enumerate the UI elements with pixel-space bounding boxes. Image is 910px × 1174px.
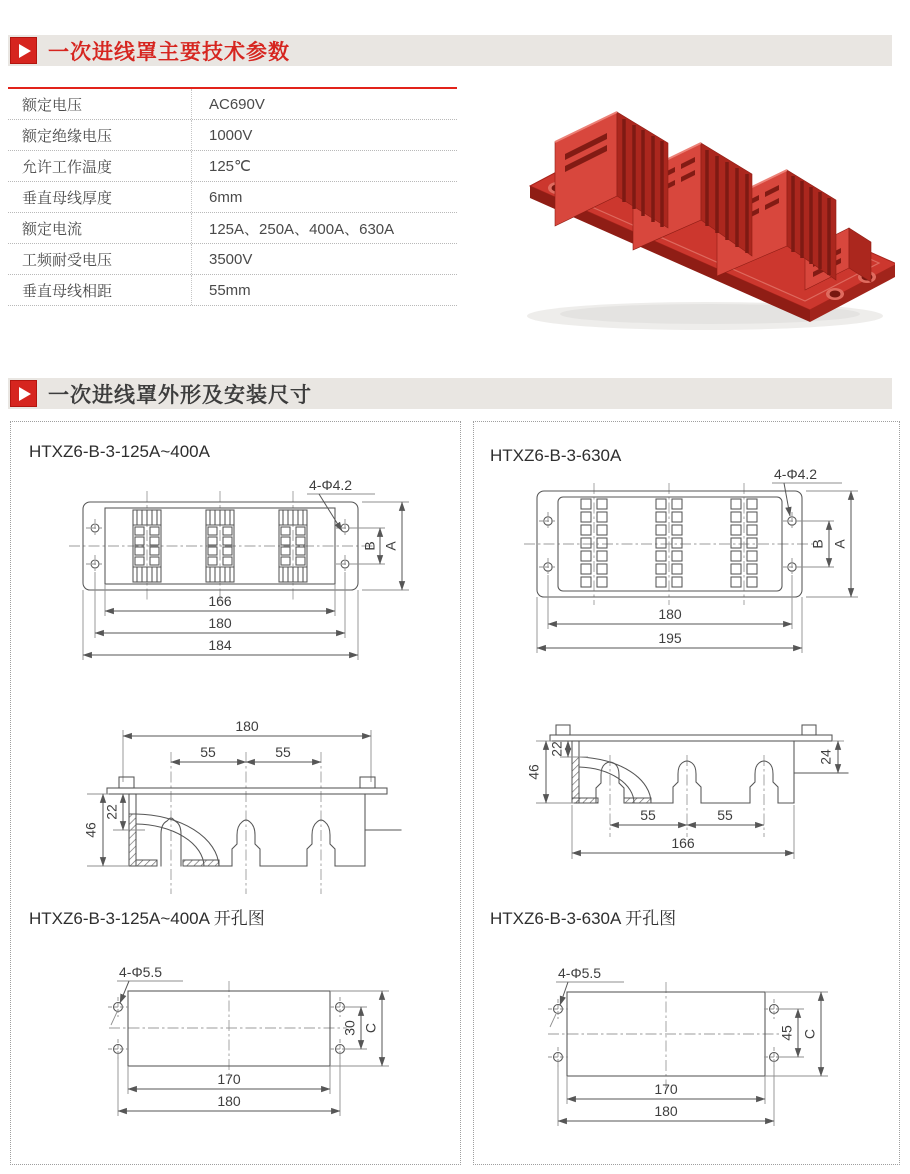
- spec-label: 额定绝缘电压: [22, 127, 113, 145]
- dim-166: 166: [671, 835, 695, 851]
- dim-46: 46: [525, 764, 542, 780]
- product-photo: [505, 78, 895, 338]
- dim-b: B: [361, 541, 378, 551]
- dim-195: 195: [658, 630, 682, 646]
- spec-label: 垂直母线相距: [22, 282, 113, 300]
- spec-label: 额定电流: [22, 220, 83, 238]
- dim-180: 180: [217, 1093, 241, 1109]
- spec-label: 允许工作温度: [22, 158, 113, 176]
- dim-a: A: [382, 541, 399, 551]
- hole-note: 4-Φ5.5: [558, 965, 602, 981]
- hole-note: 4-Φ5.5: [119, 964, 163, 980]
- dim-22: 22: [548, 741, 565, 757]
- dim-c: C: [801, 1028, 818, 1040]
- dim-180: 180: [235, 718, 259, 734]
- spec-value: 6mm: [191, 182, 457, 212]
- section-title: 一次进线罩主要技术参数: [48, 40, 290, 64]
- drawing-top-view-125a: [23, 477, 443, 692]
- dim-170: 170: [654, 1081, 678, 1097]
- dim-180: 180: [208, 615, 232, 631]
- dim-55: 55: [717, 807, 733, 823]
- section-marker-icon: [10, 37, 37, 64]
- section-marker-icon: [10, 380, 37, 407]
- dim-184: 184: [208, 637, 232, 653]
- drawing-cutout-125a: [23, 891, 443, 1136]
- play-triangle-icon: [19, 44, 31, 58]
- model-label: HTXZ6-B-3-125A~400A: [29, 442, 210, 461]
- drawing-side-view-630a: [482, 691, 900, 881]
- spec-label: 垂直母线厚度: [22, 189, 113, 207]
- table-row: [8, 244, 457, 275]
- table-row: [8, 151, 457, 182]
- dim-a: A: [831, 539, 848, 549]
- dim-180: 180: [654, 1103, 678, 1119]
- spec-value: 1000V: [191, 120, 457, 150]
- section-header-tech-params: [8, 35, 892, 66]
- dim-180: 180: [658, 606, 682, 622]
- panel-630a: [473, 421, 900, 1165]
- dim-22: 22: [103, 804, 120, 820]
- table-row: [8, 213, 457, 244]
- play-triangle-icon: [19, 387, 31, 401]
- section-title: 一次进线罩外形及安装尺寸: [48, 383, 312, 407]
- hole-note: 4-Φ4.2: [309, 477, 353, 493]
- drawing-cutout-630a: [482, 894, 900, 1139]
- dim-166: 166: [208, 593, 232, 609]
- dim-55: 55: [275, 744, 291, 760]
- drawing-top-view-630a: [482, 463, 900, 688]
- dim-170: 170: [217, 1071, 241, 1087]
- spec-label: 工频耐受电压: [22, 251, 113, 269]
- dim-55: 55: [640, 807, 656, 823]
- spec-value: 125A、250A、400A、630A: [191, 213, 457, 243]
- spec-value: 55mm: [191, 275, 457, 305]
- dim-c: C: [362, 1022, 379, 1034]
- cutout-title: HTXZ6-B-3-630A 开孔图: [490, 909, 677, 928]
- dim-55: 55: [200, 744, 216, 760]
- spec-value: AC690V: [191, 89, 457, 119]
- table-row: [8, 120, 457, 151]
- table-row: [8, 182, 457, 213]
- section-header-dimensions: [8, 378, 892, 409]
- table-row: [8, 275, 457, 306]
- drawing-side-view-125a: [23, 718, 443, 908]
- dim-30: 30: [341, 1020, 358, 1036]
- hole-note: 4-Φ4.2: [774, 466, 818, 482]
- dim-45: 45: [778, 1025, 795, 1041]
- cutout-title: HTXZ6-B-3-125A~400A 开孔图: [29, 909, 265, 928]
- spec-label: 额定电压: [22, 96, 83, 114]
- dim-46: 46: [82, 822, 99, 838]
- spec-value: 125℃: [191, 151, 457, 181]
- dim-24: 24: [817, 749, 834, 765]
- panel-125a-400a: [10, 421, 461, 1165]
- spec-table: [8, 87, 457, 306]
- table-row: [8, 89, 457, 120]
- dim-b: B: [809, 539, 826, 549]
- spec-value: 3500V: [191, 244, 457, 274]
- model-label: HTXZ6-B-3-630A: [490, 446, 622, 465]
